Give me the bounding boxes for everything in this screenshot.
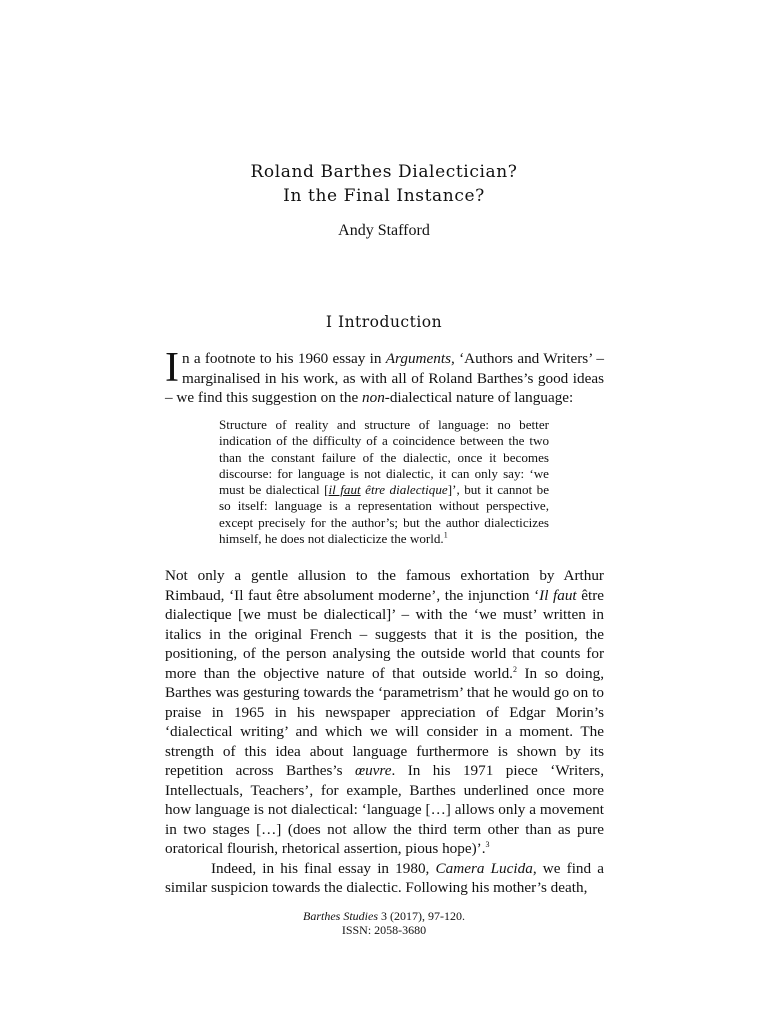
section-heading: I Introduction <box>325 313 443 331</box>
intro-text-2: , ‘Authors and Writers’ – marginalised in his work, as with all of Roland Barthes’s good ideas – we find this suggestion on the <box>165 350 604 406</box>
footnote-marker-1[interactable]: 1 <box>443 530 448 540</box>
page-footer <box>0 909 768 937</box>
intro-text-1: n a footnote to his 1960 essay in <box>182 350 386 367</box>
issn-line: ISSN: 2058-3680 <box>341 923 427 937</box>
p1-italic-1: Il faut <box>539 586 577 604</box>
quote-text-1: Structure of reality and structure of language: no better indication of the difficulty of a coincidence between the two than the constant failure of the dialectic, once it becomes discourse: for language is not dialectic, it can only say: ‘we must be dialectical [ <box>219 417 549 498</box>
main-text <box>165 566 604 898</box>
quote-italic: être dialectique <box>360 482 448 498</box>
citation-details: 3 (2017), 97-120. <box>378 909 465 923</box>
footnote-marker-3[interactable]: 3 <box>485 839 490 849</box>
article-title <box>0 160 768 208</box>
p1-text-1: Not only a gentle allusion to the famous exhortation by Arthur Rimbaud, ‘Il faut être absolument moderne’, the injunction ‘ <box>165 567 604 604</box>
p1-text-3: In so doing, Barthes was gesturing towards the ‘parametrism’ that he would go on to praise in 1965 in his newspaper appreciation of Edgar Morin’s ‘dialectical writing’ and which we will consider in a moment. The strength of this idea about language furthermore is shown by its repetition across Barthes’s <box>165 664 605 779</box>
paragraph-2 <box>165 859 604 898</box>
p2-text-1: Indeed, in his final essay in 1980, <box>211 859 436 877</box>
paragraph-1 <box>165 566 604 859</box>
quote-text-2: ]’, but it cannot be so itself: language is a representation without perspective, except precisely for the author’s; but the author dialecticizes himself, he does not dialecticize the world. <box>219 482 549 547</box>
footnote-marker-2[interactable]: 2 <box>512 664 517 674</box>
article-title-line-1: Roland Barthes Dialectician? <box>250 162 518 182</box>
drop-cap: I <box>165 345 179 391</box>
citation-line <box>0 909 768 923</box>
journal-name: Barthes Studies <box>303 909 378 923</box>
intro-italic-1: Arguments <box>385 350 451 367</box>
article-title-line-2: In the Final Instance? <box>283 186 485 206</box>
intro-text-3: -dialectical nature of language: <box>384 389 574 406</box>
p1-text-2: être dialectique [we must be dialectical]’ – with the ‘we must’ written in italics in the original French – suggests that it is the position, the positioning, of the person analysing the outside world that counts for more than the objective nature of that outside world. <box>165 586 604 682</box>
author-name: Andy Stafford <box>338 222 430 239</box>
p2-text-2: , we find a similar suspicion towards the dialectic. Following his mother’s death, <box>165 859 605 896</box>
intro-paragraph <box>165 345 604 408</box>
p1-italic-2: œuvre <box>354 762 392 779</box>
block-quote <box>219 417 549 547</box>
p1-text-4: . In his 1971 piece ‘Writers, Intellectuals, Teachers’, for example, Barthes underlined once more how language is not dialectical: ‘language […] allows only a movement in two stages […] (does not allow the third term other than as pure oratorical flourish, rhetorical assertion, pious hope)’. <box>165 762 604 857</box>
quote-underlined-italic: il faut <box>328 482 361 498</box>
intro-italic-2: non <box>362 389 385 406</box>
p2-italic-1: Camera Lucida <box>435 859 533 877</box>
